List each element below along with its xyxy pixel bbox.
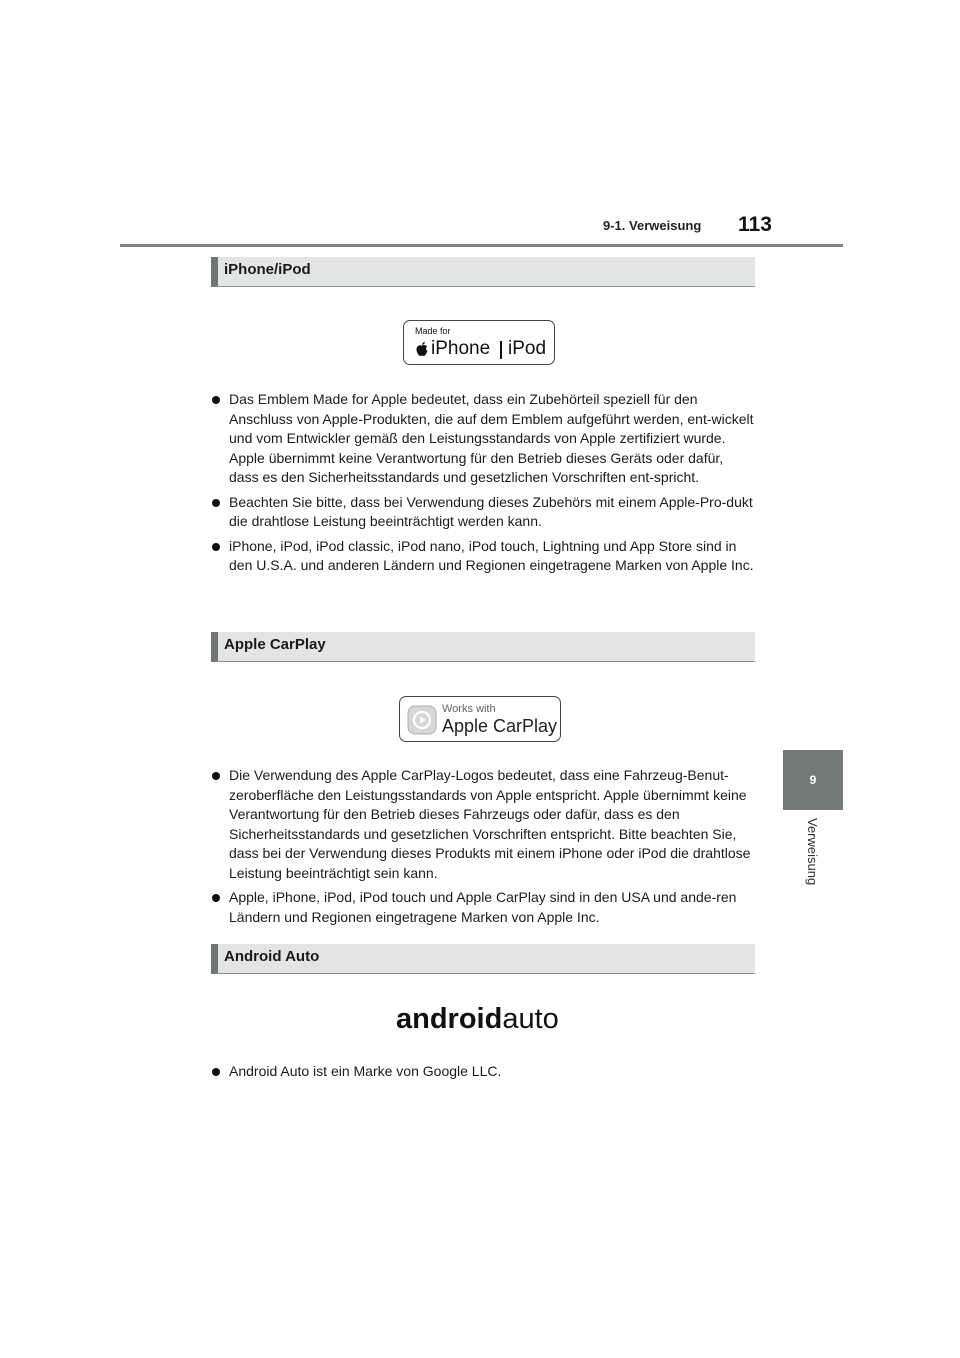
badge-iphone-text: iPhone	[431, 338, 491, 359]
works-with-carplay-badge	[399, 696, 561, 742]
section-heading-android-auto: Android Auto	[211, 944, 755, 974]
list-item: Apple, iPhone, iPod, iPod touch und Apple CarPlay sind in den USA und ande-ren Ländern und Regionen eingetragene Marken von Apple Inc.	[210, 888, 755, 927]
carplay-icon	[407, 705, 437, 735]
badge-separator	[500, 341, 502, 359]
bullet-icon	[212, 894, 220, 902]
made-for-iphone-ipod-badge	[403, 320, 555, 365]
chapter-side-label	[800, 818, 830, 908]
chapter-tab	[783, 750, 843, 810]
chapter-number: 9	[809, 773, 817, 787]
list-item: Die Verwendung des Apple CarPlay-Logos bedeutet, dass eine Fahrzeug-Benut-zeroberfläche den Leistungsstandards von Apple entspricht. Apple übernimmt keine Verantwortung für den Betrieb dieses Fahrzeugs oder dafür, dass es den Sicherheitsstandards und gesetzlichen Vorschriften entspricht. Bitte beachten Sie, dass bei der Verwendung dieses Produkts mit einem iPhone oder iPod die drahtlose Leistung beeinträchtigt sein kann.	[210, 766, 755, 883]
section-heading-apple-carplay: Apple CarPlay	[211, 632, 755, 662]
list-item: Beachten Sie bitte, dass bei Verwendung dieses Zubehörs mit einem Apple-Pro-dukt die drahtlose Leistung beeinträchtigt werden kann.	[210, 493, 755, 532]
bullet-list-apple-carplay	[210, 766, 755, 932]
list-item: Das Emblem Made for Apple bedeutet, dass ein Zubehörteil speziell für den Anschluss von Apple-Produkten, die auf dem Emblem aufgeführt werden, ent-wickelt und vom Entwickler gemäß den Leistungsstandards von Apple zertifiziert wurde. Apple übernimmt keine Verantwortung für den Betrieb dieses Geräts oder dafür, dass es den Sicherheitsstandards und gesetzlichen Vorschriften ent-spricht.	[210, 390, 755, 488]
badge-carplay-text: Apple CarPlay	[442, 716, 558, 736]
badge-ipod-text: iPod	[508, 338, 547, 359]
section-heading-iphone-ipod: iPhone/iPod	[211, 257, 755, 287]
bullet-icon	[212, 1068, 220, 1076]
header-section-title: 9-1. Verweisung	[603, 218, 702, 233]
list-item: iPhone, iPod, iPod classic, iPod nano, iPod touch, Lightning und App Store sind in den U.S.A. und anderen Ländern und Regionen eingetragene Marken von Apple Inc.	[210, 537, 755, 576]
bullet-icon	[212, 543, 220, 551]
android-auto-logo	[396, 1003, 576, 1039]
apple-logo-icon	[415, 341, 429, 358]
bullet-icon	[212, 499, 220, 507]
android-logo-light: auto	[502, 1003, 559, 1035]
bullet-icon	[212, 772, 220, 780]
list-item: Android Auto ist ein Marke von Google LLC.	[210, 1062, 755, 1082]
page-number: 113	[738, 213, 772, 236]
bullet-list-iphone-ipod	[210, 390, 755, 581]
badge-made-for-text: Made for	[415, 326, 451, 336]
android-logo-bold: android	[396, 1003, 503, 1035]
bullet-list-android-auto	[210, 1062, 755, 1087]
bullet-icon	[212, 396, 220, 404]
header-divider	[120, 244, 843, 247]
chapter-label-text: Verweisung	[805, 818, 820, 886]
badge-works-with-text: Works with	[442, 703, 496, 715]
